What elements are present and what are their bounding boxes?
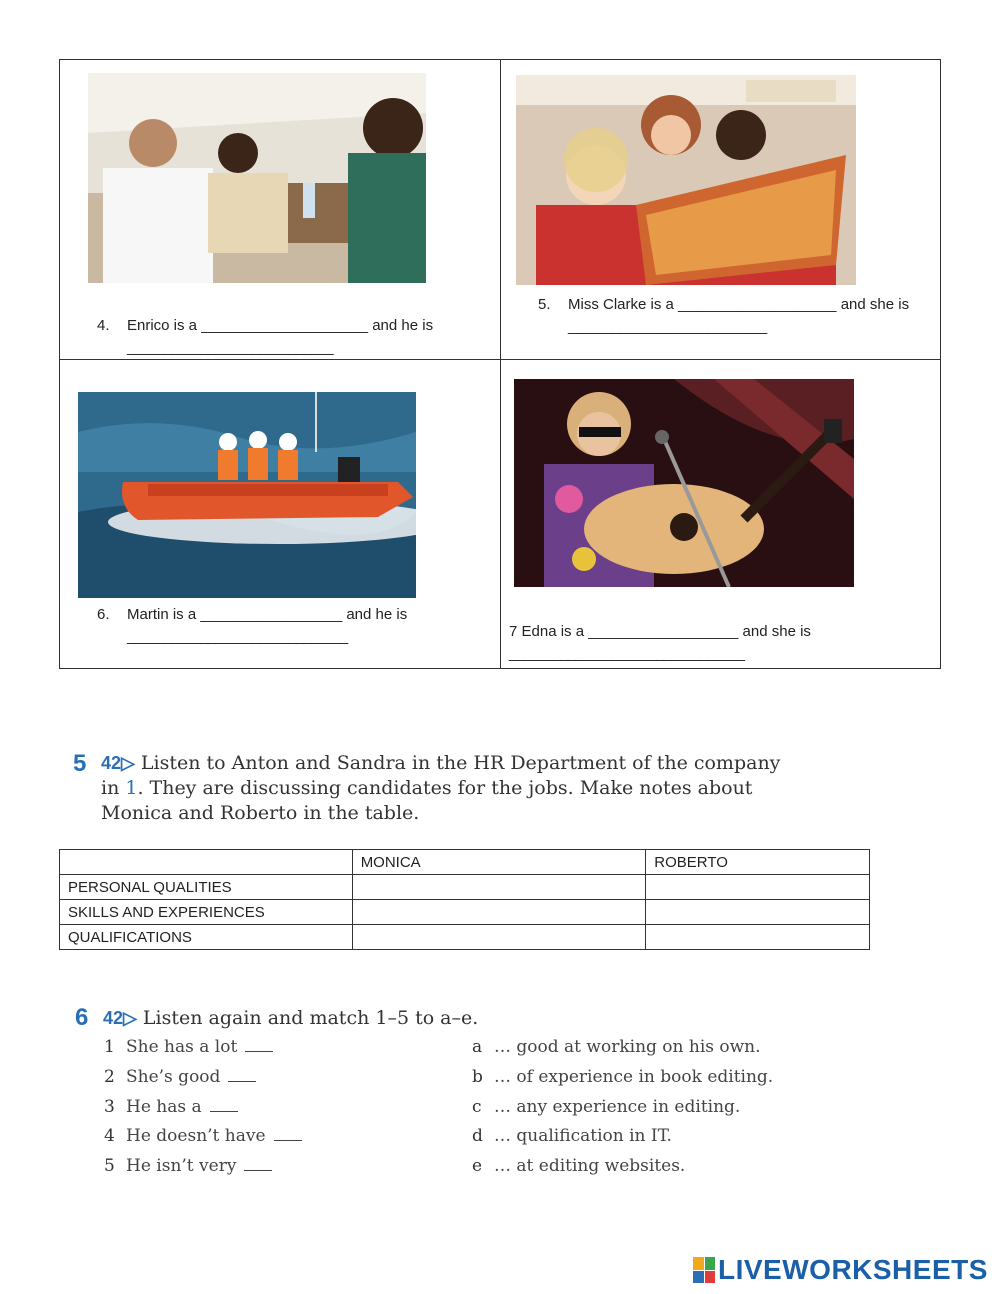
- instruction-line-2a: in: [101, 777, 126, 799]
- match-blank[interactable]: [244, 1158, 272, 1171]
- item-text: … good at working on his own.: [494, 1037, 761, 1057]
- photo-cell-6: [60, 360, 501, 668]
- caption-text[interactable]: Miss Clarke is a ___________________ and she is: [568, 296, 910, 313]
- item-index: e: [472, 1156, 483, 1176]
- caption-text[interactable]: Enrico is a ____________________ and he is: [127, 317, 434, 334]
- caption-5: [538, 294, 938, 338]
- match-left-4: [104, 1126, 302, 1146]
- item-text: She has a lot: [126, 1037, 238, 1057]
- exercise-reference: 1: [125, 777, 138, 799]
- header-roberto: ROBERTO: [646, 850, 870, 875]
- exercise-6-number: 6: [75, 1004, 89, 1031]
- item-index: 1: [104, 1037, 115, 1057]
- match-blank[interactable]: [245, 1039, 273, 1052]
- match-left-3: [104, 1097, 238, 1117]
- item-text: He has a: [126, 1097, 202, 1117]
- match-left-1: [104, 1037, 273, 1057]
- match-right-b: [472, 1067, 773, 1087]
- table-row: [60, 925, 870, 950]
- caption-number: 7: [509, 623, 518, 640]
- match-blank[interactable]: [210, 1099, 238, 1112]
- item-text: … at editing websites.: [494, 1156, 686, 1176]
- photo-grid: [59, 59, 941, 669]
- item-index: c: [472, 1097, 482, 1117]
- caption-text[interactable]: Martin is a _________________ and he is: [127, 606, 408, 623]
- header-monica: MONICA: [352, 850, 646, 875]
- item-text: … of experience in book editing.: [494, 1067, 774, 1087]
- instruction-line-2b: . They are discussing candidates for the jobs. Make notes about: [137, 777, 753, 799]
- brand-name: LIVEWORKSHEETS: [718, 1254, 988, 1285]
- play-icon[interactable]: ▷: [123, 1008, 137, 1028]
- item-index: b: [472, 1067, 483, 1087]
- item-text: … any experience in editing.: [494, 1097, 741, 1117]
- item-index: 4: [104, 1126, 115, 1146]
- match-right-c: [472, 1097, 740, 1117]
- answer-cell-roberto[interactable]: [646, 875, 870, 900]
- match-left-2: [104, 1067, 256, 1087]
- answer-line[interactable]: ________________________________: [509, 645, 744, 662]
- item-text: He isn’t very: [126, 1156, 237, 1176]
- item-text: He doesn’t have: [126, 1126, 266, 1146]
- notes-table: [59, 849, 870, 950]
- photo-cell-4: [60, 60, 501, 360]
- photo-teacher: [516, 75, 856, 285]
- answer-line[interactable]: ___________________________: [568, 318, 767, 335]
- match-blank[interactable]: [274, 1128, 302, 1141]
- match-right-e: [472, 1156, 685, 1176]
- caption-number: 4.: [97, 317, 110, 334]
- liveworksheets-brand[interactable]: [693, 1254, 988, 1286]
- play-icon[interactable]: ▷: [121, 753, 135, 773]
- instruction-line-3: Monica and Roberto in the table.: [101, 802, 420, 824]
- match-right-a: [472, 1037, 761, 1057]
- answer-line[interactable]: ____________________________: [127, 339, 333, 356]
- item-index: 5: [104, 1156, 115, 1176]
- exercise-5-number: 5: [73, 750, 87, 777]
- row-label: SKILLS AND EXPERIENCES: [60, 900, 353, 925]
- exercise-6-instruction: Listen again and match 1–5 to a–e.: [142, 1007, 479, 1029]
- liveworksheets-logo-icon: [693, 1257, 715, 1283]
- caption-number: 5.: [538, 296, 551, 313]
- exercise-6-title: [103, 1006, 478, 1031]
- table-row: [60, 900, 870, 925]
- row-label: QUALIFICATIONS: [60, 925, 353, 950]
- item-index: a: [472, 1037, 483, 1057]
- photo-cell-7: [501, 360, 941, 668]
- photo-singer: [514, 379, 854, 587]
- photo-doctor: [88, 73, 426, 283]
- photo-lifeboat: [78, 392, 416, 598]
- match-right-d: [472, 1126, 672, 1146]
- item-index: d: [472, 1126, 483, 1146]
- caption-text[interactable]: Edna is a __________________ and she is: [521, 623, 811, 640]
- caption-7: [509, 621, 929, 665]
- audio-track-label: 42: [101, 753, 122, 773]
- item-index: 2: [104, 1067, 115, 1087]
- exercise-5-instructions: [101, 751, 801, 826]
- match-left-5: [104, 1156, 272, 1176]
- answer-cell-monica[interactable]: [352, 925, 646, 950]
- answer-cell-roberto[interactable]: [646, 900, 870, 925]
- answer-line[interactable]: ______________________________: [127, 628, 348, 645]
- table-header-row: [60, 850, 870, 875]
- photo-cell-5: [501, 60, 941, 360]
- answer-cell-roberto[interactable]: [646, 925, 870, 950]
- caption-6: [97, 604, 497, 648]
- caption-4: [97, 315, 497, 359]
- audio-track-label: 42: [103, 1008, 124, 1028]
- item-text: She’s good: [126, 1067, 221, 1087]
- item-index: 3: [104, 1097, 115, 1117]
- caption-number: 6.: [97, 606, 110, 623]
- table-row: [60, 875, 870, 900]
- answer-cell-monica[interactable]: [352, 875, 646, 900]
- item-text: … qualification in IT.: [494, 1126, 672, 1146]
- answer-cell-monica[interactable]: [352, 900, 646, 925]
- instruction-line-1: Listen to Anton and Sandra in the HR Department of the company: [140, 752, 781, 774]
- match-blank[interactable]: [228, 1069, 256, 1082]
- row-label: PERSONAL QUALITIES: [60, 875, 353, 900]
- header-empty: [60, 850, 353, 875]
